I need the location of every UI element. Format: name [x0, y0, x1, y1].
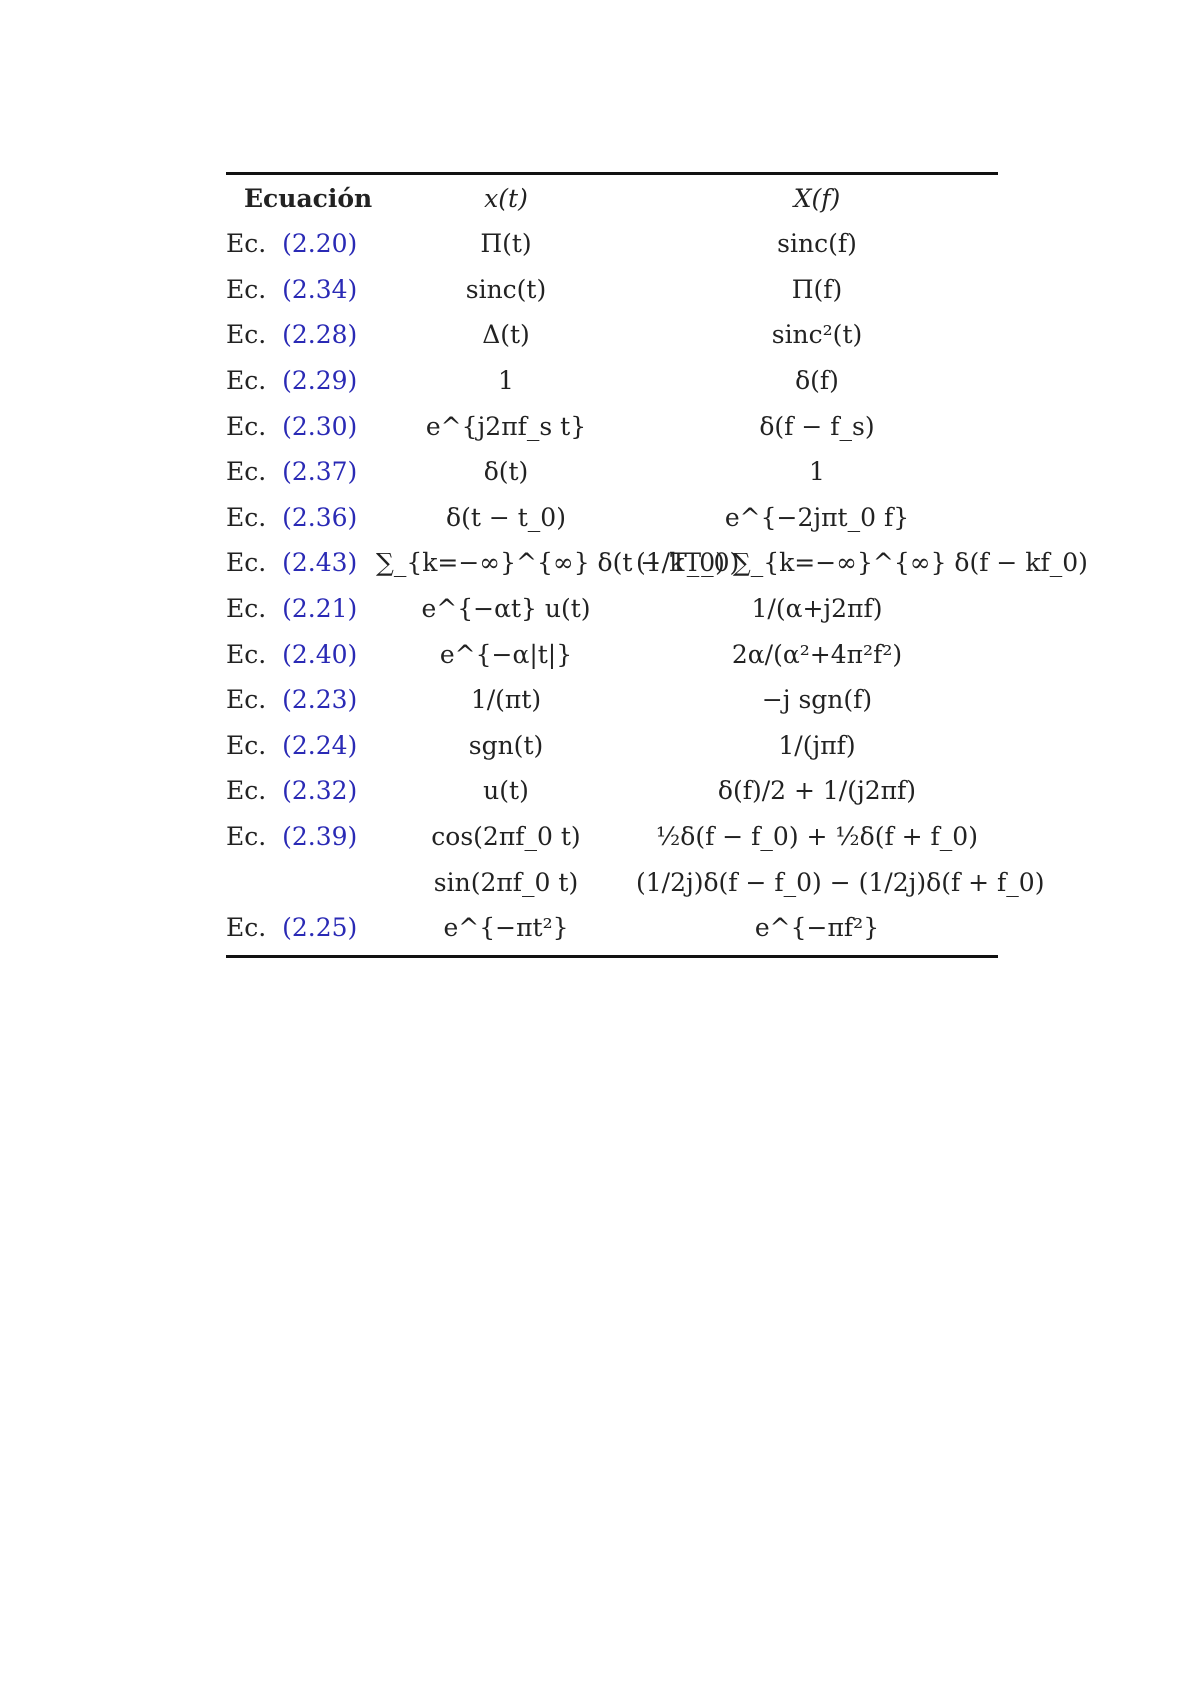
equation-link[interactable]: (2.21): [282, 594, 358, 624]
fourier-pairs-table: [226, 175, 1088, 951]
time-domain-expression: sin(2πf_0 t): [433, 867, 579, 897]
table-row: [226, 221, 998, 267]
frequency-domain-expression: e^{−2jπt_0 f}: [724, 502, 910, 532]
equation-reference-cell: [226, 905, 376, 951]
frequency-domain-expression: sinc(f): [777, 229, 857, 259]
table-bottom-rule: [226, 955, 998, 958]
time-domain-expression: cos(2πf_0 t): [431, 822, 581, 852]
table-row: [226, 723, 998, 769]
equation-prefix: Ec.: [226, 457, 267, 487]
table-row: [226, 814, 998, 860]
equation-reference-cell: [226, 586, 376, 632]
time-domain-expression: u(t): [483, 776, 529, 806]
equation-prefix: Ec.: [226, 229, 267, 259]
table-row: [226, 358, 998, 404]
frequency-domain-expression: (1/T_0) ∑_{k=−∞}^{∞} δ(f − kf_0): [636, 548, 1088, 578]
equation-link[interactable]: (2.24): [282, 730, 358, 760]
frequency-domain-expression: ½δ(f − f_0) + ½δ(f + f_0): [656, 822, 978, 852]
equation-reference-cell: [226, 449, 376, 495]
equation-prefix: Ec.: [226, 913, 267, 943]
table-row: [226, 677, 998, 723]
table-body: [226, 221, 1088, 951]
time-domain-expression: e^{−α|t|}: [439, 639, 573, 669]
time-domain-expression: 1/(πt): [470, 685, 542, 715]
time-domain-expression: Δ(t): [482, 320, 530, 350]
time-domain-expression: δ(t): [483, 457, 529, 487]
frequency-domain-expression: 2α/(α²+4π²f²): [731, 639, 903, 669]
equation-prefix: Ec.: [226, 366, 267, 396]
equation-reference-cell: [226, 540, 376, 586]
table-row: [226, 403, 998, 449]
equation-prefix: Ec.: [226, 730, 267, 760]
time-domain-expression: 1: [498, 366, 514, 396]
table-row: [226, 631, 998, 677]
time-domain-expression: e^{j2πf_s t}: [425, 411, 587, 441]
equation-link[interactable]: (2.29): [282, 366, 358, 396]
time-domain-expression: Π(t): [480, 229, 532, 259]
header-frequency-domain: X(f): [793, 183, 841, 213]
equation-prefix: Ec.: [226, 502, 267, 532]
equation-link[interactable]: (2.36): [282, 502, 358, 532]
equation-prefix: Ec.: [226, 594, 267, 624]
frequency-domain-expression: 1/(jπf): [778, 730, 856, 760]
equation-reference-cell: [226, 814, 376, 860]
equation-link[interactable]: (2.32): [282, 776, 358, 806]
time-domain-expression: sinc(t): [465, 274, 547, 304]
equation-prefix: Ec.: [226, 685, 267, 715]
time-domain-expression: ∑_{k=−∞}^{∞} δ(t − kT_0): [376, 548, 740, 578]
equation-reference-cell: [226, 495, 376, 541]
equation-reference-cell: [226, 768, 376, 814]
equation-prefix: Ec.: [226, 548, 267, 578]
equation-prefix: Ec.: [226, 776, 267, 806]
table-row: [226, 312, 998, 358]
frequency-domain-expression: (1/2j)δ(f − f_0) − (1/2j)δ(f + f_0): [636, 867, 1045, 897]
equation-link[interactable]: (2.23): [282, 685, 358, 715]
table-row: [226, 905, 998, 951]
header-equation: Ecuación: [244, 183, 373, 213]
equation-link[interactable]: (2.40): [282, 639, 358, 669]
frequency-domain-expression: −j sgn(f): [761, 685, 873, 715]
frequency-domain-expression: sinc²(t): [771, 320, 863, 350]
table-header-row: [226, 175, 998, 221]
table-row: [226, 267, 998, 313]
equation-link[interactable]: (2.25): [282, 913, 358, 943]
frequency-domain-expression: 1/(α+j2πf): [751, 594, 883, 624]
equation-link[interactable]: (2.20): [282, 229, 358, 259]
equation-reference-cell: [226, 403, 376, 449]
time-domain-expression: δ(t − t_0): [446, 502, 566, 532]
table-row: [226, 859, 998, 905]
equation-link[interactable]: (2.37): [282, 457, 358, 487]
time-domain-expression: sgn(t): [468, 730, 544, 760]
equation-link[interactable]: (2.34): [282, 274, 358, 304]
table-row: [226, 768, 998, 814]
frequency-domain-expression: Π(f): [791, 274, 843, 304]
equation-prefix: Ec.: [226, 822, 267, 852]
table-row: [226, 449, 998, 495]
equation-link[interactable]: (2.28): [282, 320, 358, 350]
equation-reference-cell: [226, 221, 376, 267]
table-row: [226, 586, 998, 632]
equation-reference-cell: [226, 358, 376, 404]
table-row: [226, 495, 998, 541]
table-row: [226, 540, 998, 586]
equation-reference-cell: [226, 267, 376, 313]
equation-link[interactable]: (2.39): [282, 822, 358, 852]
equation-link[interactable]: (2.30): [282, 411, 358, 441]
equation-prefix: Ec.: [226, 274, 267, 304]
frequency-domain-expression: δ(f): [795, 366, 839, 396]
equation-prefix: Ec.: [226, 639, 267, 669]
header-time-domain: x(t): [484, 183, 528, 213]
equation-reference-cell: [226, 677, 376, 723]
equation-reference-cell: [226, 312, 376, 358]
time-domain-expression: e^{−πt²}: [443, 913, 569, 943]
equation-reference-cell: [226, 859, 376, 905]
frequency-domain-expression: δ(f)/2 + 1/(j2πf): [717, 776, 917, 806]
fourier-transform-table: [226, 172, 1088, 958]
frequency-domain-expression: e^{−πf²}: [754, 913, 880, 943]
equation-prefix: Ec.: [226, 320, 267, 350]
equation-prefix: Ec.: [226, 411, 267, 441]
equation-link[interactable]: (2.43): [282, 548, 358, 578]
frequency-domain-expression: 1: [809, 457, 825, 487]
frequency-domain-expression: δ(f − f_s): [759, 411, 875, 441]
time-domain-expression: e^{−αt} u(t): [421, 594, 591, 624]
equation-reference-cell: [226, 723, 376, 769]
equation-reference-cell: [226, 631, 376, 677]
